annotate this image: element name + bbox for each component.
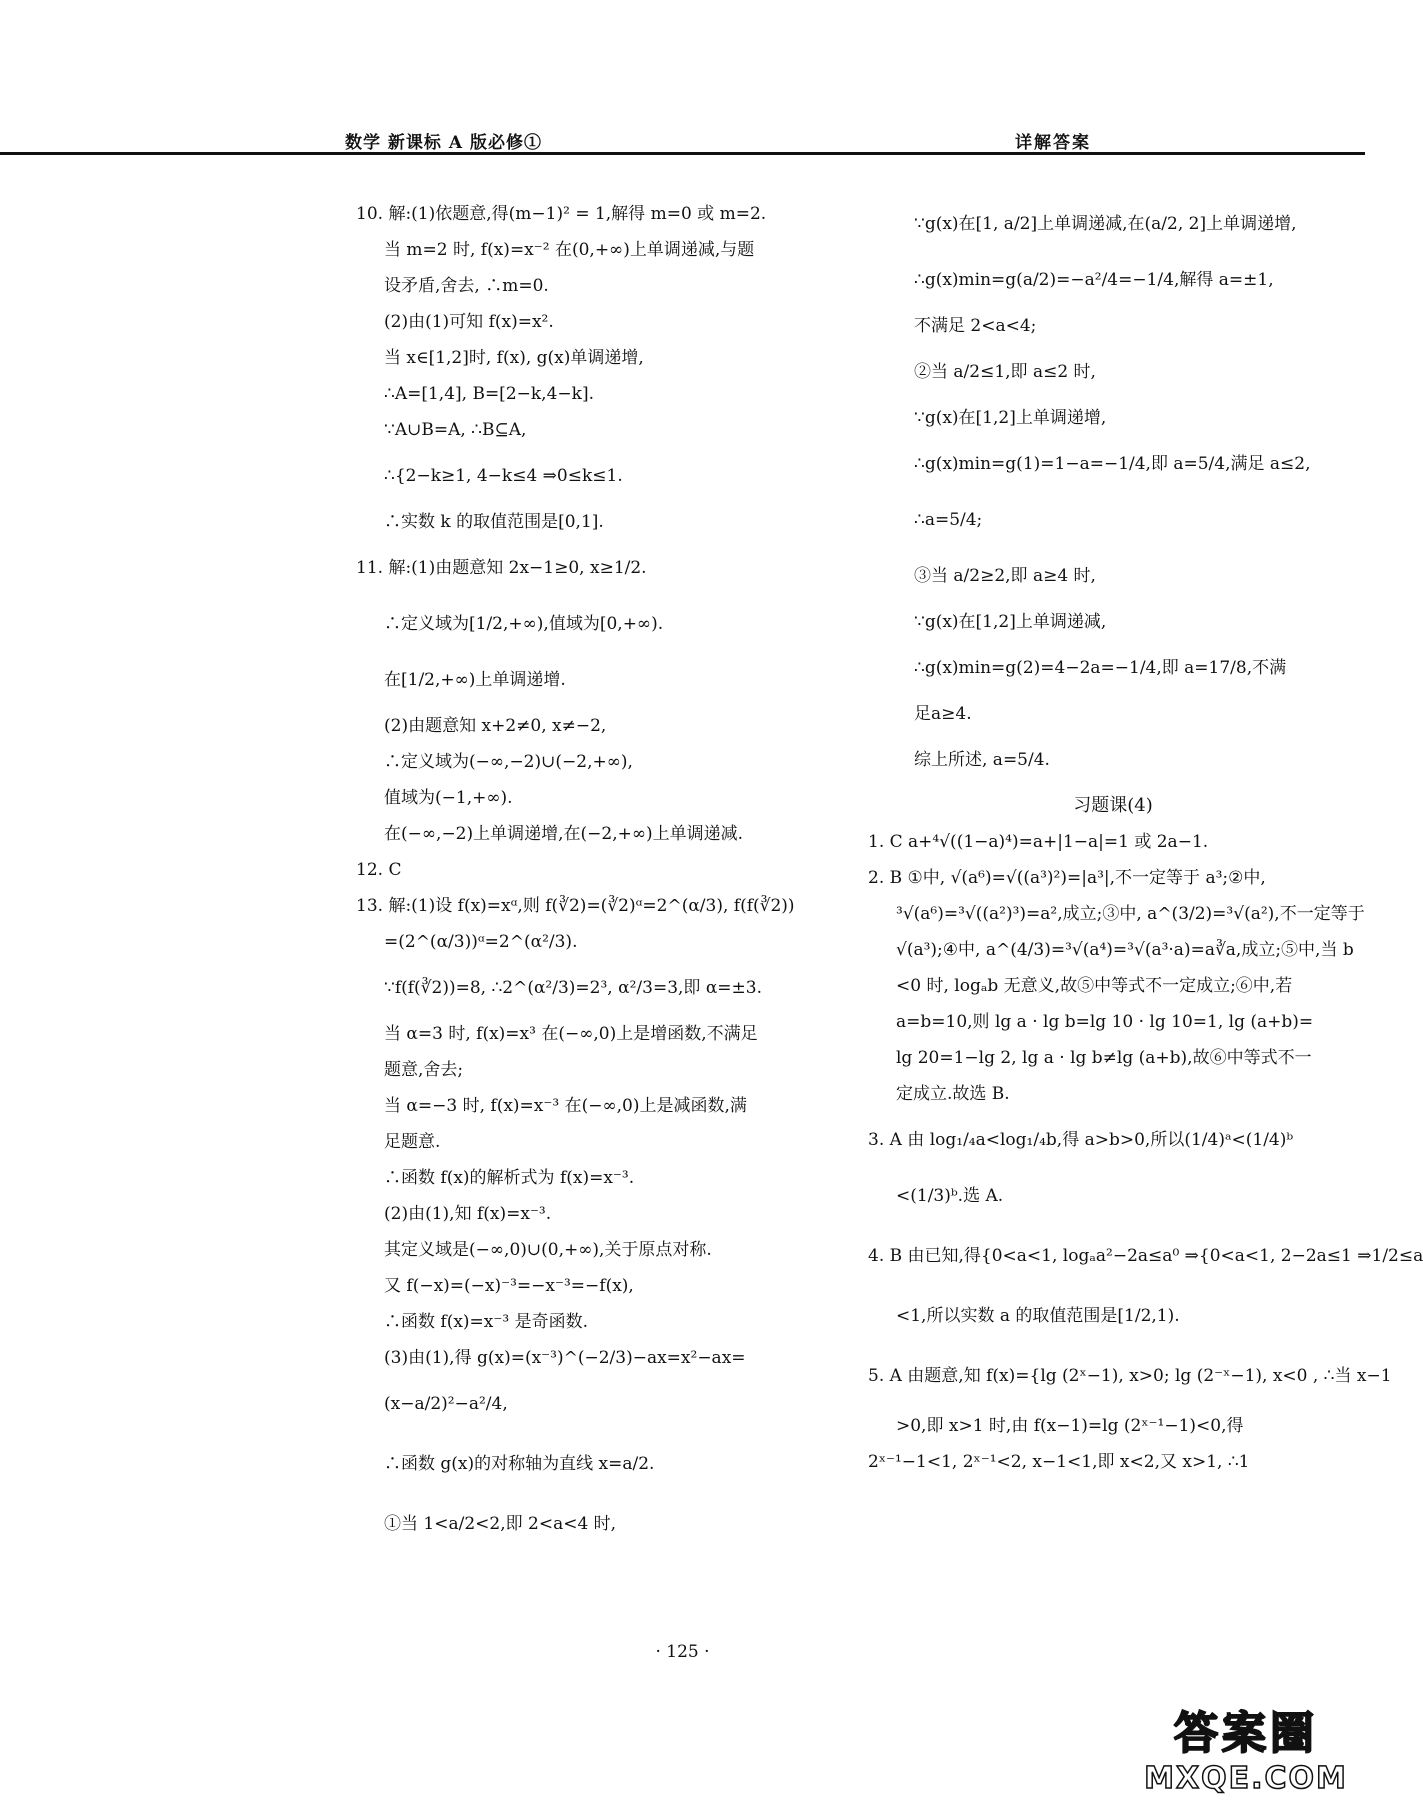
header-section: 详解答案: [1015, 133, 1091, 153]
text-line: =(2^(α/3))ᵅ=2^(α²/3).: [384, 932, 578, 952]
text-line: (2)由(1),知 f(x)=x⁻³.: [384, 1204, 552, 1224]
text-line: ∴{2−k≥1, 4−k≤4 ⇒0≤k≤1.: [384, 466, 623, 486]
text-line: ∴函数 f(x)的解析式为 f(x)=x⁻³.: [384, 1168, 635, 1188]
text-line: 2ˣ⁻¹−1<1, 2ˣ⁻¹<2, x−1<1,即 x<2,又 x>1, ∴1: [868, 1452, 1250, 1472]
text-line: 又 f(−x)=(−x)⁻³=−x⁻³=−f(x),: [384, 1276, 634, 1296]
text-line: √(a³);④中, a^(4/3)=³√(a⁴)=³√(a³·a)=a∛a,成立;⑤中,当 b: [896, 940, 1354, 960]
text-line: ∴g(x)min=g(a/2)=−a²/4=−1/4,解得 a=±1,: [914, 270, 1274, 290]
text-line: ∵g(x)在[1,2]上单调递增,: [914, 408, 1107, 428]
text-line: (3)由(1),得 g(x)=(x⁻³)^(−2/3)−ax=x²−ax=: [384, 1348, 746, 1368]
text-line: ∴a=5/4;: [914, 510, 983, 530]
text-line: ³√(a⁶)=³√((a²)³)=a²,成立;③中, a^(3/2)=³√(a²),不一定等于: [896, 904, 1365, 924]
watermark-logo: [1142, 1708, 1350, 1796]
text-line: lg 20=1−lg 2, lg a · lg b≠lg (a+b),故⑥中等式不一: [896, 1048, 1312, 1068]
text-line: 4. B 由已知,得{0<a<1, logₐa²−2a≤a⁰ ⇒{0<a<1, 2−2a≤1 ⇒1/2≤a: [868, 1246, 1423, 1266]
text-line: ∴定义域为(−∞,−2)∪(−2,+∞),: [384, 752, 633, 772]
text-line: 当 m=2 时, f(x)=x⁻² 在(0,+∞)上单调递减,与题: [384, 240, 755, 260]
text-line: 定成立.故选 B.: [896, 1084, 1010, 1104]
text-line: >0,即 x>1 时,由 f(x−1)=lg (2ˣ⁻¹−1)<0,得: [896, 1416, 1244, 1436]
text-line: ①当 1<a/2<2,即 2<a<4 时,: [384, 1514, 617, 1534]
text-line: 在(−∞,−2)上单调递增,在(−2,+∞)上单调递减.: [384, 824, 744, 844]
text-line: (2)由题意知 x+2≠0, x≠−2,: [384, 716, 607, 736]
text-line: ∴定义域为[1/2,+∞),值域为[0,+∞).: [384, 614, 664, 634]
text-line: ∵g(x)在[1,2]上单调递减,: [914, 612, 1107, 632]
text-line: ∴g(x)min=g(2)=4−2a=−1/4,即 a=17/8,不满: [914, 658, 1287, 678]
header-rule: [0, 152, 1365, 155]
text-line: 5. A 由题意,知 f(x)={lg (2ˣ−1), x>0; lg (2⁻ˣ−1), x<0 , ∴当 x−1: [868, 1366, 1392, 1386]
text-line: 当 α=3 时, f(x)=x³ 在(−∞,0)上是增函数,不满足: [384, 1024, 758, 1044]
text-line: 足题意.: [384, 1132, 441, 1152]
text-line: 题意,舍去;: [384, 1060, 464, 1080]
text-line: 值域为(−1,+∞).: [384, 788, 513, 808]
left-column: [356, 196, 846, 1552]
text-line: 2. B ①中, √(a⁶)=√((a³)²)=|a³|,不一定等于 a³;②中,: [868, 868, 1266, 888]
text-line: ∵f(f(∛2))=8, ∴2^(α²/3)=2³, α²/3=3,即 α=±3.: [384, 978, 763, 998]
header-title: 数学 新课标 A 版必修①: [345, 133, 542, 153]
text-line: a=b=10,则 lg a · lg b=lg 10 · lg 10=1, lg (a+b)=: [896, 1012, 1314, 1032]
text-line: ∴实数 k 的取值范围是[0,1].: [384, 512, 604, 532]
text-line: ②当 a/2≤1,即 a≤2 时,: [914, 362, 1096, 382]
text-line: 不满足 2<a<4;: [914, 316, 1037, 336]
text-line: 当 α=−3 时, f(x)=x⁻³ 在(−∞,0)上是减函数,满: [384, 1096, 747, 1116]
section-title: 习题课(4): [1073, 795, 1153, 816]
watermark-url: MXQE.COM: [1144, 1761, 1348, 1796]
text-line: ∵A∪B=A, ∴B⊆A,: [384, 420, 527, 440]
text-line: ∴函数 g(x)的对称轴为直线 x=a/2.: [384, 1454, 655, 1474]
text-line: ∴函数 f(x)=x⁻³ 是奇函数.: [384, 1312, 588, 1332]
text-line: ∴g(x)min=g(1)=1−a=−1/4,即 a=5/4,满足 a≤2,: [914, 454, 1311, 474]
text-line: 11. 解:(1)由题意知 2x−1≥0, x≥1/2.: [356, 558, 647, 578]
text-line: 其定义域是(−∞,0)∪(0,+∞),关于原点对称.: [384, 1240, 712, 1260]
text-line: 13. 解:(1)设 f(x)=xᵅ,则 f(∛2)=(∛2)ᵅ=2^(α/3), f(f(∛2)): [356, 896, 795, 916]
text-line: 10. 解:(1)依题意,得(m−1)² = 1,解得 m=0 或 m=2.: [356, 204, 767, 224]
text-line: (2)由(1)可知 f(x)=x².: [384, 312, 554, 332]
text-line: <(1/3)ᵇ.选 A.: [896, 1186, 1004, 1206]
page-header: [0, 128, 1365, 152]
text-line: 综上所述, a=5/4.: [914, 750, 1050, 770]
text-line: 在[1/2,+∞)上单调递增.: [384, 670, 566, 690]
text-line: (x−a/2)²−a²/4,: [384, 1394, 508, 1414]
text-line: 12. C: [356, 860, 402, 880]
right-column: [868, 196, 1423, 1480]
text-line: <1,所以实数 a 的取值范围是[1/2,1).: [896, 1306, 1180, 1326]
text-line: ③当 a/2≥2,即 a≥4 时,: [914, 566, 1096, 586]
text-line: 足a≥4.: [914, 704, 972, 724]
text-line: 3. A 由 log₁/₄a<log₁/₄b,得 a>b>0,所以(1/4)ᵃ<(1/4)ᵇ: [868, 1130, 1294, 1150]
page-number: · 125 ·: [655, 1642, 710, 1662]
text-line: <0 时, logₐb 无意义,故⑤中等式不一定成立;⑥中,若: [896, 976, 1293, 996]
text-line: 设矛盾,舍去, ∴m=0.: [384, 276, 549, 296]
text-line: ∵g(x)在[1, a/2]上单调递减,在(a/2, 2]上单调递增,: [914, 214, 1297, 234]
text-line: ∴A=[1,4], B=[2−k,4−k].: [384, 384, 594, 404]
text-line: 当 x∈[1,2]时, f(x), g(x)单调递增,: [384, 348, 644, 368]
text-line: 1. C a+⁴√((1−a)⁴)=a+|1−a|=1 或 2a−1.: [868, 832, 1209, 852]
watermark-text: 答案圈: [1174, 1708, 1318, 1759]
